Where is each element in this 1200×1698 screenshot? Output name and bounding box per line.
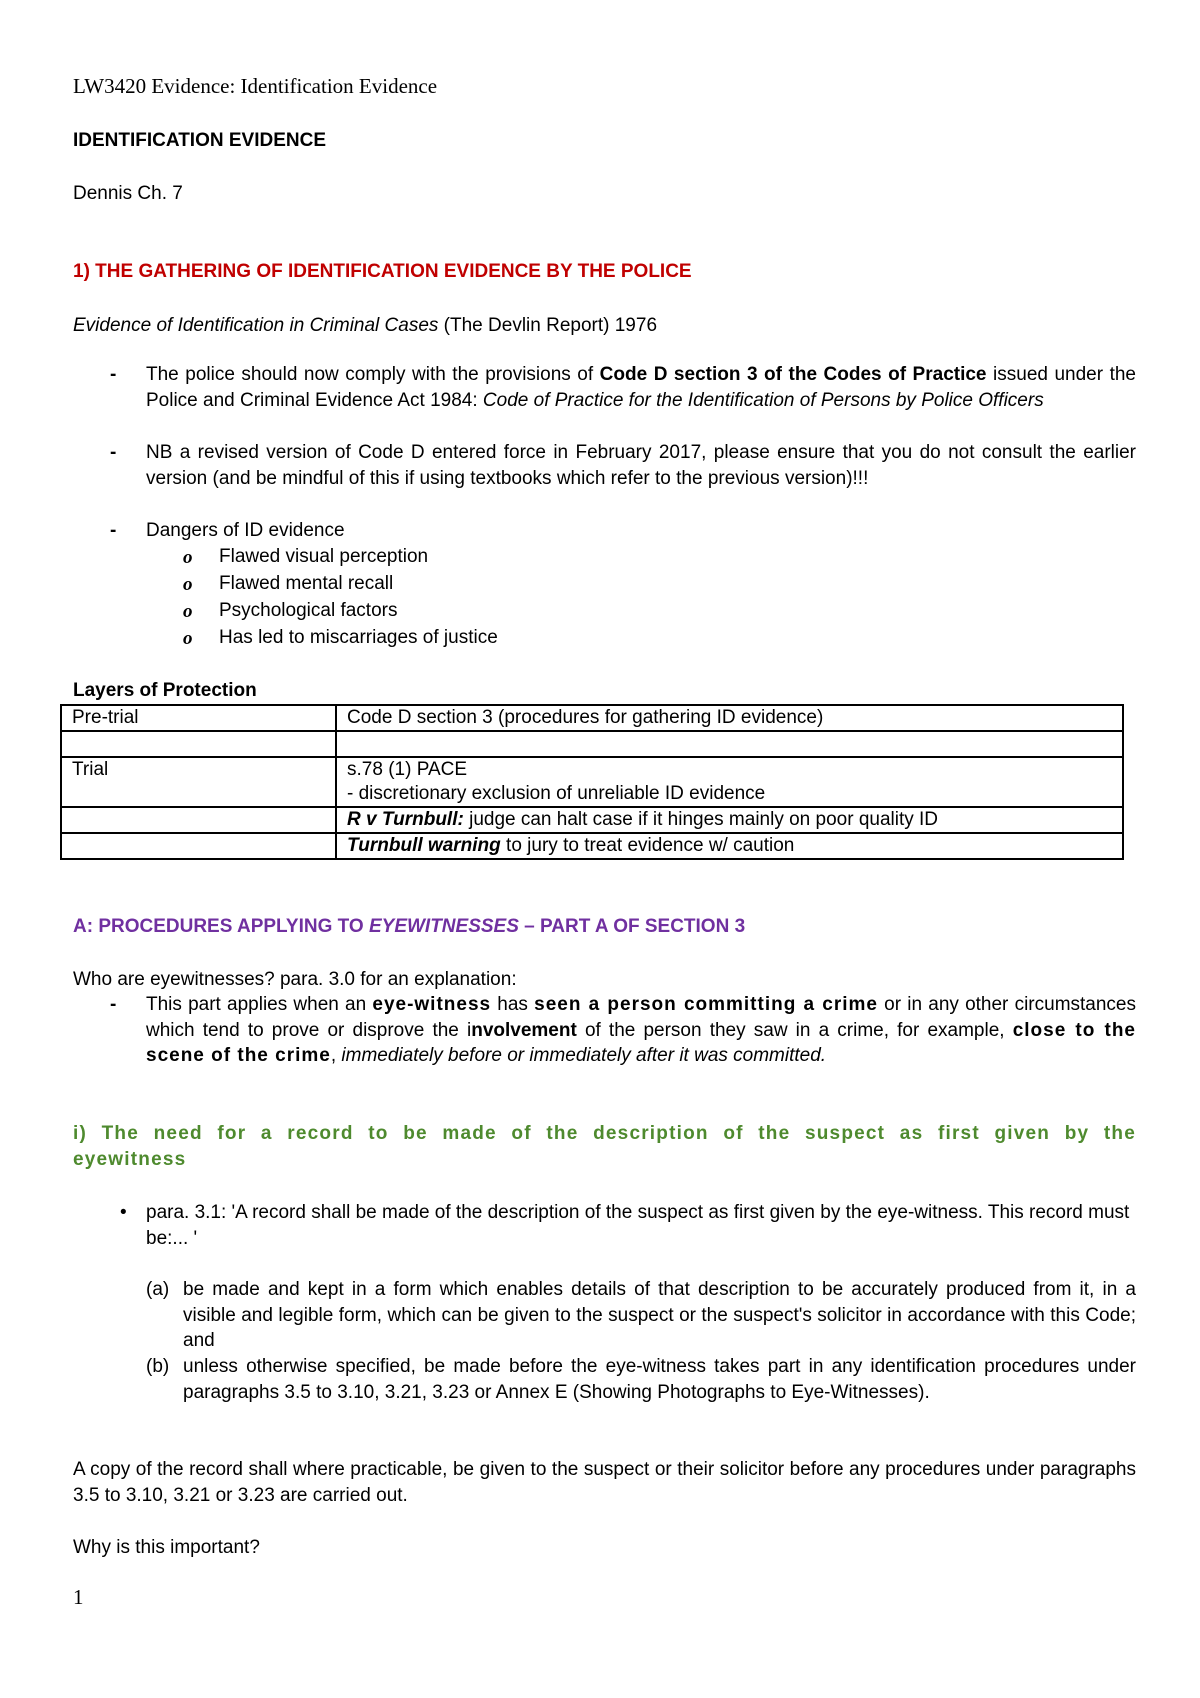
table-cell: [61, 807, 336, 833]
document-title: IDENTIFICATION EVIDENCE: [73, 130, 326, 151]
item-b-label: (b): [146, 1356, 170, 1377]
table-cell: [336, 757, 1123, 807]
table-cell: Code D section 3 (procedures for gathering ID evidence): [336, 705, 1123, 731]
table-cell: [61, 731, 336, 757]
danger-item: Flawed visual perception: [219, 546, 429, 567]
bullet-code-d: [146, 362, 1136, 413]
dash-marker: -: [110, 994, 117, 1015]
table-cell: [336, 731, 1123, 757]
subheading-i: i) The need for a record to be made of the description of the suspect as first given by the eyewitness: [73, 1123, 1136, 1170]
bullet-text: ,: [330, 1045, 342, 1066]
table-row: [61, 731, 1123, 757]
bullet-italic: Code of Practice for the Identification of Persons by Police Officers: [482, 389, 1044, 411]
item-a-label: (a): [146, 1279, 170, 1300]
bullet-text: or in any other circumstances which tend to prove or disprove the i: [146, 994, 1136, 1041]
page-number: 1: [73, 1585, 84, 1609]
bullet-eyewitness-scope: [146, 992, 1136, 1069]
table-row: [61, 833, 1123, 859]
para-3-1: para. 3.1: 'A record shall be made of the description of the suspect as first given by the eye-witness. This record must be:... ': [146, 1202, 1130, 1249]
cell-line: - discretionary exclusion of unreliable ID evidence: [347, 783, 766, 804]
table-row: [61, 757, 1123, 807]
bullet-text: has: [491, 994, 535, 1015]
danger-item: Psychological factors: [219, 600, 398, 621]
warning-name: Turnbull warning: [347, 835, 501, 856]
reference: Dennis Ch. 7: [73, 183, 183, 204]
bullet-bold: seen a person committing a crime: [534, 994, 878, 1015]
layers-table: [60, 704, 1124, 860]
document-page: LW3420 Evidence: Identification Evidence IDENTIFICATION EVIDENCE Dennis Ch. 7 1) THE GATHERING OF IDENTIFICATION EVIDENCE BY THE POLICE Evidence of Identification in Criminal Cases (The Devlin Report) 1976 - The police should now comply with the provisions of Code D section 3 of the Codes of Practice issued under the Police and Criminal Evidence Act 1984: Code of Practice for the Identification of Persons by Police Officers - NB a revised version of Code D entered force in February 2017, please ensure that you do not consult the earlier version (and be mindful of this if using textbooks which refer to the previous version)!!! - Dangers of ID evidence o Flawed visual perception o Flawed mental recall o Psychological factors o Has led to miscarriages of justice Layers of Protection Pre-trial Code D section 3 (procedures for gathering ID evidence) Trial s.78 (1) PACE - discretionary exclusion of unreliable ID evidence R v Turnbull: judge can halt case if it hinges mainly on poor quality ID Turnbull warning to jury to treat evidence w/ caution A: PROCEDURES APPLYING TO EYEWITNESSES – PART A OF SECTION 3 Who are eyewitnesses? para. 3.0 for an explanation: - This part applies when an eye-witness has seen a person committing a crime or in any other circumstances which tend to prove or disprove the involvement of the person they saw in a crime, for example, close to the scene of the crime, immediately before or immediately after it was committed. i) The need for a record to be made of the description of the suspect as first given by the eyewitness • para. 3.1: 'A record shall be made of the description of the suspect as first given by the eye-witness. This record must be:... ' (a) be made and kept in a form which enables details of that description to be accurately produced from it, in a visible and legible form, which can be given to the suspect or the suspect's solicitor in accordance with this Code; and (b) unless otherwise specified, be made before the eye-witness takes part in any identification procedures under paragraphs 3.5 to 3.10, 3.21, 3.23 or Annex E (Showing Photographs to Eye-Witnesses). A copy of the record shall where practicable, be given to the suspect or their solicitor before any procedures under paragraphs 3.5 to 3.10, 3.21 or 3.23 are carried out. Why is this important? 1: [0, 0, 1200, 1698]
cell-text: to jury to treat evidence w/ caution: [500, 835, 795, 856]
bullet-text: The police should now comply with the provisions of: [146, 364, 600, 385]
bullet-text: of the person they saw in a crime, for example,: [576, 1019, 1013, 1041]
bullet-bold: Code D section 3 of the Codes of Practice: [599, 364, 987, 385]
heading-text: A: PROCEDURES APPLYING TO: [73, 916, 369, 937]
table-cell: [336, 833, 1123, 859]
heading-italic: EYEWITNESSES: [368, 916, 519, 937]
running-header: LW3420 Evidence: Identification Evidence: [73, 74, 438, 98]
table-row: [61, 705, 1123, 731]
bullet-bold: nvolvement: [471, 1019, 577, 1041]
table-cell: Pre-trial: [61, 705, 336, 731]
item-a-text: be made and kept in a form which enables details of that description to be accurately produced from it, in a visible and legible form, which can be given to the suspect or the suspect's solicitor in accordance with this Code; and: [183, 1279, 1136, 1351]
why-important: Why is this important?: [73, 1537, 260, 1558]
bullet-text: issued under the Police and Criminal Evidence Act 1984:: [146, 364, 1137, 411]
table-cell: Trial: [61, 757, 336, 807]
danger-item: Has led to miscarriages of justice: [219, 627, 498, 648]
bullet-marker: •: [120, 1202, 127, 1223]
bullet-italic: immediately before or immediately after it was committed.: [341, 1045, 827, 1066]
cell-line: s.78 (1) PACE: [347, 759, 468, 780]
dash-marker: -: [110, 364, 117, 385]
item-b-text: unless otherwise specified, be made before the eye-witness takes part in any identification procedures under paragraphs 3.5 to 3.10, 3.21, 3.23 or Annex E (Showing Photographs to Eye-Witnesses).: [183, 1356, 1136, 1403]
devlin-report-line: [73, 313, 657, 339]
heading-text: – PART A OF SECTION 3: [518, 916, 746, 937]
dash-marker: -: [110, 442, 117, 463]
who-are-eyewitnesses: Who are eyewitnesses? para. 3.0 for an explanation:: [73, 969, 517, 990]
copy-record-paragraph: A copy of the record shall where practicable, be given to the suspect or their solicitor before any procedures under paragraphs 3.5 to 3.10, 3.21 or 3.23 are carried out.: [73, 1459, 1136, 1506]
table-cell: [61, 833, 336, 859]
table-row: [61, 807, 1123, 833]
case-name: R v Turnbull:: [347, 809, 464, 830]
layers-heading: Layers of Protection: [73, 680, 257, 701]
table-cell: [336, 807, 1123, 833]
bullet-bold: eye-witness: [372, 994, 492, 1015]
report-title: Evidence of Identification in Criminal Cases: [73, 315, 439, 336]
section-a-heading: [73, 916, 745, 938]
bullet-revised-code: NB a revised version of Code D entered force in February 2017, please ensure that you do not consult the earlier version (and be mindful of this if using textbooks which refer to the previous version)!!!: [146, 442, 1136, 489]
danger-item: Flawed mental recall: [219, 573, 394, 594]
bullet-text: This part applies when an: [146, 994, 373, 1015]
bullet-dangers: Dangers of ID evidence: [146, 520, 345, 541]
section-1-heading: 1) THE GATHERING OF IDENTIFICATION EVIDENCE BY THE POLICE: [73, 261, 692, 282]
cell-text: judge can halt case if it hinges mainly on poor quality ID: [463, 809, 939, 830]
bullet-bold: close to the scene of the crime: [146, 1019, 1136, 1066]
report-rest: (The Devlin Report) 1976: [438, 315, 658, 336]
dash-marker: -: [110, 520, 117, 541]
